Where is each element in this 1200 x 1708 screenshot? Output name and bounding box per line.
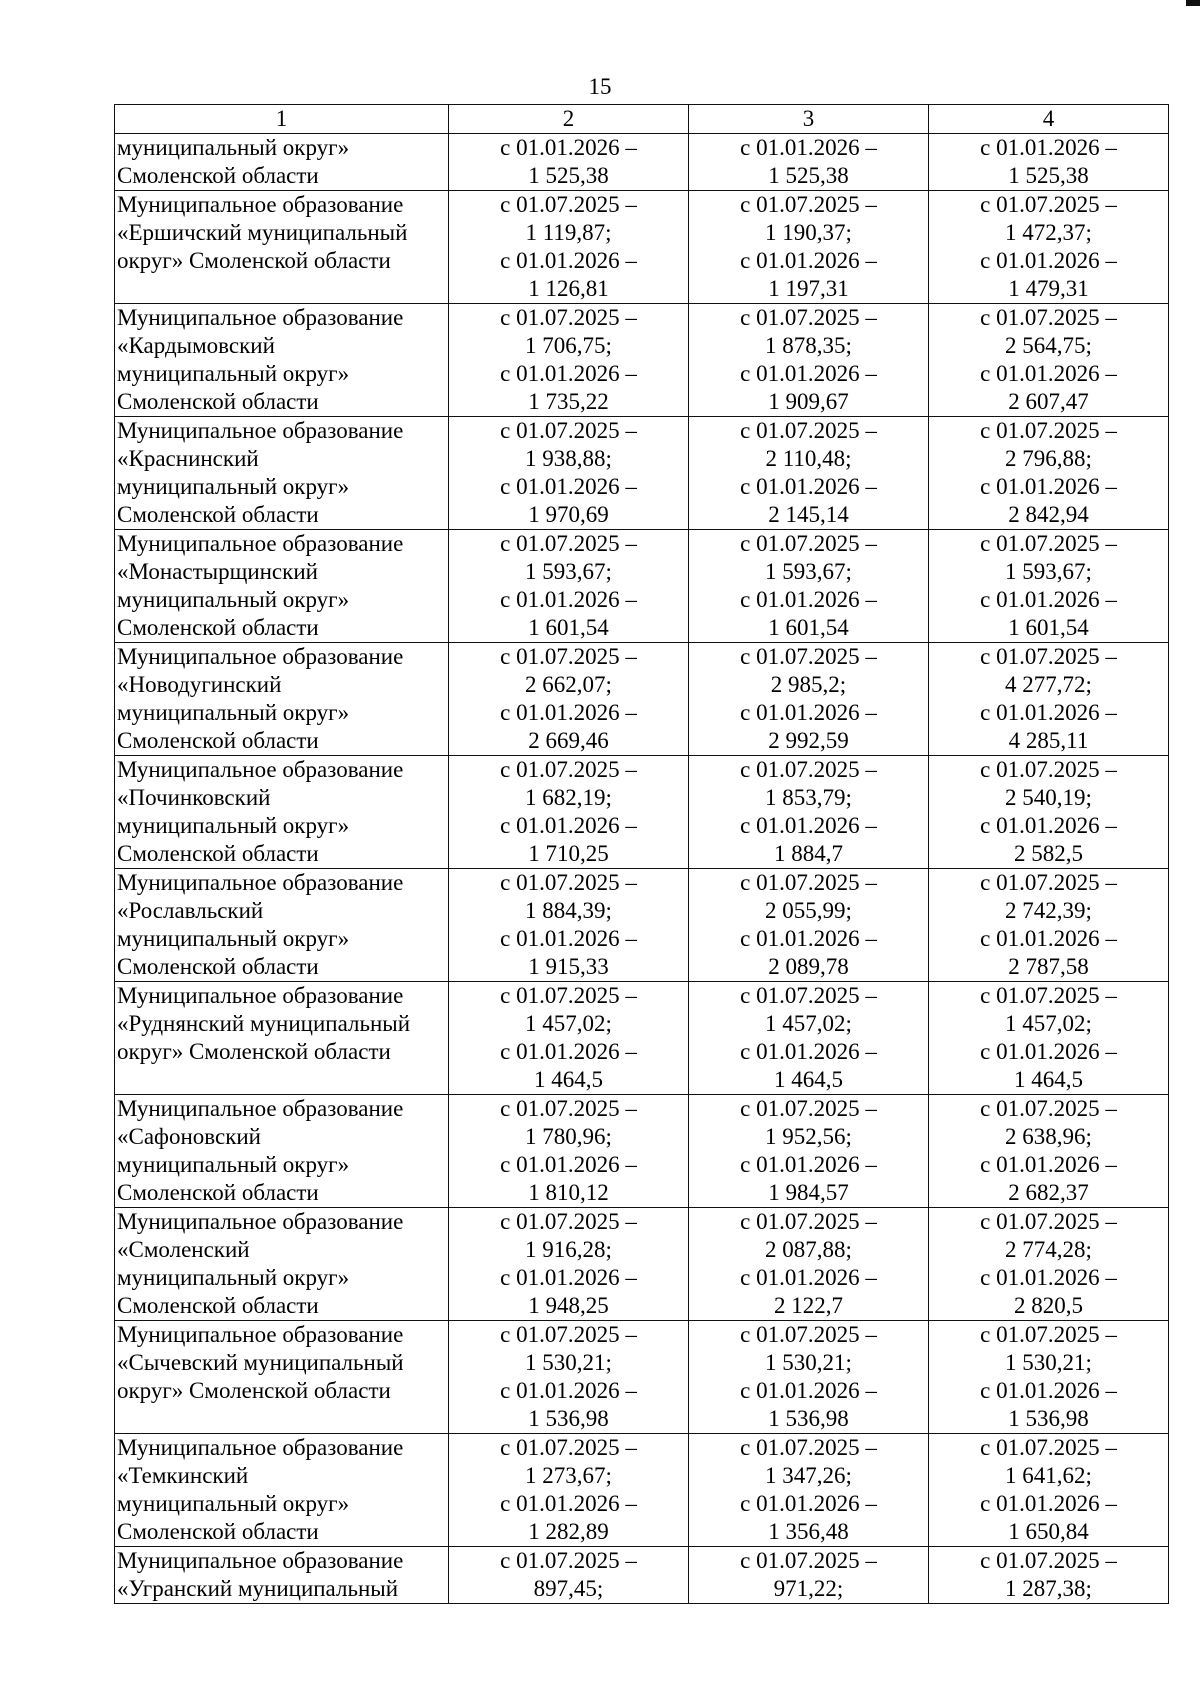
tariff-line: 1 464,5 [774, 1067, 843, 1092]
tariff-line: с 01.07.2025 – [740, 1548, 877, 1573]
tariff-line: 1 347,26; [765, 1463, 852, 1488]
tariff-line: с 01.01.2026 – [740, 700, 877, 725]
table-row [115, 756, 1169, 869]
tariff-line: 2 564,75; [1005, 333, 1092, 358]
municipality-name-line: округ» Смоленской области [117, 248, 391, 273]
tariff-cell-column-3 [689, 417, 929, 530]
tariff-line: 1 593,67; [525, 559, 612, 584]
tariff-line: с 01.01.2026 – [740, 587, 877, 612]
tariff-line: 1 593,67; [1005, 559, 1092, 584]
municipality-name-line: «Руднянский муниципальный [117, 1011, 411, 1036]
tariff-cell-column-2 [449, 1321, 689, 1434]
tariff-line: с 01.07.2025 – [500, 983, 637, 1008]
tariff-cell-column-2 [449, 643, 689, 756]
municipality-name-cell [115, 643, 449, 756]
tariff-line: 2 992,59 [768, 728, 849, 753]
tariff-line: 1 948,25 [528, 1293, 609, 1318]
municipality-name-line: муниципальный округ» [117, 813, 350, 838]
tariff-line: с 01.07.2025 – [500, 870, 637, 895]
tariff-line: 2 682,37 [1008, 1180, 1089, 1205]
tariff-line: 1 878,35; [765, 333, 852, 358]
municipality-name-line: Муниципальное образование [117, 1548, 404, 1573]
tariff-cell-column-2 [449, 869, 689, 982]
tariff-line: 1 472,37; [1005, 220, 1092, 245]
tariff-line: 1 126,81 [528, 276, 609, 301]
municipality-name-cell [115, 1095, 449, 1208]
tariff-line: с 01.01.2026 – [980, 474, 1117, 499]
tariff-line: 2 842,94 [1008, 502, 1089, 527]
table-header [115, 105, 1169, 134]
tariff-line: 2 607,47 [1008, 389, 1089, 414]
table-row [115, 1434, 1169, 1547]
tariff-cell-column-4 [929, 304, 1169, 417]
tariff-line: 1 916,28; [525, 1237, 612, 1262]
municipality-name-line: «Смоленский [117, 1237, 250, 1262]
tariff-cell-column-4 [929, 1208, 1169, 1321]
tariff-line: с 01.07.2025 – [980, 870, 1117, 895]
tariff-cell-column-2 [449, 134, 689, 191]
tariff-line: 897,45; [533, 1576, 604, 1601]
municipality-name-line: «Сафоновский [117, 1124, 261, 1149]
municipality-name-line: округ» Смоленской области [117, 1378, 391, 1403]
tariff-line: с 01.01.2026 – [980, 813, 1117, 838]
tariff-line: 2 774,28; [1005, 1237, 1092, 1262]
tariff-line: 2 669,46 [528, 728, 609, 753]
tariff-line: 2 089,78 [768, 954, 849, 979]
tariff-table [114, 104, 1169, 1604]
tariff-cell-column-4 [929, 191, 1169, 304]
tariff-line: 1 197,31 [768, 276, 849, 301]
tariff-line: 1 938,88; [525, 446, 612, 471]
tariff-line: 1 282,89 [528, 1519, 609, 1544]
tariff-line: 1 356,48 [768, 1519, 849, 1544]
tariff-line: 1 853,79; [765, 785, 852, 810]
tariff-line: 2 055,99; [765, 898, 852, 923]
municipality-name-line: округ» Смоленской области [117, 1039, 391, 1064]
tariff-line: 1 457,02; [1005, 1011, 1092, 1036]
tariff-cell-column-2 [449, 1434, 689, 1547]
municipality-name-line: муниципальный округ» [117, 1265, 350, 1290]
tariff-line: с 01.07.2025 – [980, 192, 1117, 217]
tariff-cell-column-3 [689, 1321, 929, 1434]
municipality-name-line: муниципальный округ» [117, 135, 350, 160]
tariff-line: 1 525,38 [528, 163, 609, 188]
column-header-3: 3 [689, 105, 929, 134]
municipality-name-line: Смоленской области [117, 954, 319, 979]
municipality-name-line: Муниципальное образование [117, 1096, 404, 1121]
tariff-line: 2 582,5 [1014, 841, 1083, 866]
tariff-line: с 01.01.2026 – [740, 813, 877, 838]
tariff-line: 2 087,88; [765, 1237, 852, 1262]
column-header-4: 4 [929, 105, 1169, 134]
tariff-line: с 01.07.2025 – [980, 1548, 1117, 1573]
tariff-line: с 01.07.2025 – [980, 1209, 1117, 1234]
tariff-line: 1 593,67; [765, 559, 852, 584]
tariff-line: с 01.01.2026 – [740, 135, 877, 160]
municipality-name-line: «Сычевский муниципальный [117, 1350, 404, 1375]
scan-corner-mark [1186, 0, 1200, 6]
tariff-cell-column-3 [689, 191, 929, 304]
tariff-cell-column-4 [929, 1434, 1169, 1547]
tariff-cell-column-2 [449, 1208, 689, 1321]
municipality-name-line: Муниципальное образование [117, 983, 404, 1008]
tariff-line: 2 662,07; [525, 672, 612, 697]
tariff-line: с 01.01.2026 – [500, 926, 637, 951]
tariff-line: с 01.01.2026 – [740, 1152, 877, 1177]
table-row [115, 869, 1169, 982]
tariff-line: с 01.01.2026 – [980, 587, 1117, 612]
tariff-line: 1 710,25 [528, 841, 609, 866]
tariff-line: 2 638,96; [1005, 1124, 1092, 1149]
municipality-name-line: Смоленской области [117, 1293, 319, 1318]
tariff-line: 1 457,02; [765, 1011, 852, 1036]
tariff-line: 1 650,84 [1008, 1519, 1089, 1544]
tariff-line: с 01.01.2026 – [740, 1378, 877, 1403]
municipality-name-cell [115, 1547, 449, 1604]
tariff-line: с 01.01.2026 – [740, 248, 877, 273]
municipality-name-line: Смоленской области [117, 841, 319, 866]
header-row [115, 105, 1169, 134]
tariff-line: с 01.07.2025 – [500, 305, 637, 330]
municipality-name-line: муниципальный округ» [117, 1491, 350, 1516]
tariff-line: 1 682,19; [525, 785, 612, 810]
tariff-line: 1 984,57 [768, 1180, 849, 1205]
tariff-line: с 01.01.2026 – [500, 587, 637, 612]
tariff-cell-column-4 [929, 756, 1169, 869]
tariff-cell-column-3 [689, 643, 929, 756]
tariff-cell-column-2 [449, 530, 689, 643]
tariff-line: с 01.07.2025 – [740, 418, 877, 443]
tariff-line: 4 285,11 [1008, 728, 1089, 753]
municipality-name-cell [115, 1208, 449, 1321]
table-row [115, 1321, 1169, 1434]
tariff-line: с 01.07.2025 – [980, 983, 1117, 1008]
tariff-line: с 01.01.2026 – [980, 926, 1117, 951]
tariff-line: 1 536,98 [1008, 1406, 1089, 1431]
tariff-cell-column-3 [689, 134, 929, 191]
column-header-1: 1 [115, 105, 449, 134]
tariff-cell-column-4 [929, 982, 1169, 1095]
tariff-line: с 01.07.2025 – [980, 1435, 1117, 1460]
tariff-line: 1 525,38 [1008, 163, 1089, 188]
tariff-line: 1 464,5 [534, 1067, 603, 1092]
tariff-cell-column-4 [929, 869, 1169, 982]
tariff-cell-column-4 [929, 1095, 1169, 1208]
tariff-line: 1 287,38; [1005, 1576, 1092, 1601]
municipality-name-line: Муниципальное образование [117, 1209, 404, 1234]
municipality-name-line: муниципальный округ» [117, 361, 350, 386]
tariff-cell-column-4 [929, 1547, 1169, 1604]
tariff-line: с 01.01.2026 – [500, 700, 637, 725]
tariff-line: с 01.01.2026 – [500, 1265, 637, 1290]
tariff-cell-column-4 [929, 1321, 1169, 1434]
tariff-line: 1 641,62; [1005, 1463, 1092, 1488]
tariff-cell-column-2 [449, 304, 689, 417]
tariff-cell-column-3 [689, 1547, 929, 1604]
tariff-line: 1 457,02; [525, 1011, 612, 1036]
tariff-line: 1 530,21; [765, 1350, 852, 1375]
tariff-line: с 01.01.2026 – [980, 1152, 1117, 1177]
tariff-line: с 01.07.2025 – [740, 1209, 877, 1234]
municipality-name-line: Муниципальное образование [117, 870, 404, 895]
table-row [115, 643, 1169, 756]
tariff-line: 2 110,48; [765, 446, 852, 471]
tariff-line: 1 601,54 [1008, 615, 1089, 640]
municipality-name-line: муниципальный округ» [117, 587, 350, 612]
municipality-name-line: Муниципальное образование [117, 192, 404, 217]
municipality-name-line: Муниципальное образование [117, 305, 404, 330]
tariff-line: с 01.01.2026 – [980, 1491, 1117, 1516]
tariff-line: с 01.01.2026 – [740, 1039, 877, 1064]
tariff-line: с 01.01.2026 – [980, 248, 1117, 273]
municipality-name-line: Смоленской области [117, 1180, 319, 1205]
tariff-line: 971,22; [773, 1576, 844, 1601]
municipality-name-line: «Темкинский [117, 1463, 249, 1488]
municipality-name-line: Смоленской области [117, 389, 319, 414]
tariff-cell-column-4 [929, 530, 1169, 643]
tariff-line: с 01.07.2025 – [740, 1322, 877, 1347]
tariff-cell-column-2 [449, 982, 689, 1095]
tariff-line: с 01.01.2026 – [500, 474, 637, 499]
municipality-name-line: Смоленской области [117, 728, 319, 753]
table-row [115, 1095, 1169, 1208]
tariff-line: с 01.01.2026 – [740, 1491, 877, 1516]
tariff-line: с 01.07.2025 – [980, 644, 1117, 669]
tariff-cell-column-3 [689, 756, 929, 869]
tariff-line: с 01.07.2025 – [500, 531, 637, 556]
municipality-name-line: муниципальный округ» [117, 1152, 350, 1177]
tariff-line: с 01.07.2025 – [500, 757, 637, 782]
municipality-name-line: «Угранский муниципальный [117, 1576, 399, 1601]
tariff-line: 2 787,58 [1008, 954, 1089, 979]
table-row [115, 191, 1169, 304]
tariff-line: с 01.01.2026 – [980, 1378, 1117, 1403]
tariff-cell-column-4 [929, 417, 1169, 530]
tariff-cell-column-3 [689, 1434, 929, 1547]
tariff-line: 2 145,14 [768, 502, 849, 527]
tariff-cell-column-4 [929, 643, 1169, 756]
municipality-name-cell [115, 982, 449, 1095]
tariff-line: с 01.07.2025 – [500, 1209, 637, 1234]
tariff-line: 1 190,37; [765, 220, 852, 245]
tariff-line: с 01.01.2026 – [980, 700, 1117, 725]
table-row [115, 1208, 1169, 1321]
tariff-line: с 01.07.2025 – [980, 757, 1117, 782]
tariff-line: с 01.07.2025 – [740, 870, 877, 895]
municipality-name-cell [115, 304, 449, 417]
tariff-cell-column-3 [689, 530, 929, 643]
table-row [115, 304, 1169, 417]
municipality-name-line: Смоленской области [117, 615, 319, 640]
tariff-cell-column-3 [689, 869, 929, 982]
tariff-line: 1 536,98 [768, 1406, 849, 1431]
municipality-name-line: «Монастырщинский [117, 559, 318, 584]
tariff-cell-column-3 [689, 982, 929, 1095]
tariff-line: с 01.01.2026 – [740, 474, 877, 499]
table-row [115, 1547, 1169, 1604]
table-row [115, 134, 1169, 191]
tariff-cell-column-2 [449, 1095, 689, 1208]
tariff-line: 2 122,7 [774, 1293, 843, 1318]
tariff-line: с 01.01.2026 – [500, 1491, 637, 1516]
tariff-line: с 01.01.2026 – [500, 1152, 637, 1177]
table-row [115, 417, 1169, 530]
tariff-line: с 01.01.2026 – [980, 1265, 1117, 1290]
tariff-line: с 01.07.2025 – [500, 1435, 637, 1460]
tariff-line: с 01.01.2026 – [500, 248, 637, 273]
tariff-line: с 01.07.2025 – [500, 1548, 637, 1573]
tariff-line: 1 780,96; [525, 1124, 612, 1149]
municipality-name-cell [115, 530, 449, 643]
tariff-line: 2 820,5 [1014, 1293, 1083, 1318]
municipality-name-line: Муниципальное образование [117, 418, 404, 443]
tariff-line: с 01.01.2026 – [500, 813, 637, 838]
table-row [115, 530, 1169, 643]
municipality-name-cell [115, 1321, 449, 1434]
tariff-line: с 01.07.2025 – [980, 531, 1117, 556]
municipality-name-line: Смоленской области [117, 502, 319, 527]
municipality-name-line: «Краснинский [117, 446, 259, 471]
tariff-line: с 01.01.2026 – [740, 926, 877, 951]
tariff-line: 1 601,54 [528, 615, 609, 640]
tariff-line: с 01.01.2026 – [740, 361, 877, 386]
tariff-line: 1 915,33 [528, 954, 609, 979]
tariff-cell-column-3 [689, 1095, 929, 1208]
tariff-line: с 01.07.2025 – [500, 418, 637, 443]
municipality-name-line: Муниципальное образование [117, 531, 404, 556]
municipality-name-line: Муниципальное образование [117, 1322, 404, 1347]
tariff-line: с 01.07.2025 – [740, 983, 877, 1008]
tariff-line: с 01.07.2025 – [500, 1322, 637, 1347]
municipality-name-line: «Ершичский муниципальный [117, 220, 408, 245]
tariff-line: 1 706,75; [525, 333, 612, 358]
tariff-line: с 01.07.2025 – [740, 757, 877, 782]
tariff-line: 2 742,39; [1005, 898, 1092, 923]
tariff-cell-column-4 [929, 134, 1169, 191]
tariff-line: 2 796,88; [1005, 446, 1092, 471]
tariff-line: с 01.07.2025 – [980, 305, 1117, 330]
tariff-line: 1 119,87; [525, 220, 612, 245]
municipality-name-cell [115, 756, 449, 869]
tariff-line: с 01.07.2025 – [500, 644, 637, 669]
tariff-cell-column-2 [449, 191, 689, 304]
tariff-line: с 01.01.2026 – [980, 135, 1117, 160]
municipality-name-line: Смоленской области [117, 1519, 319, 1544]
tariff-line: 1 970,69 [528, 502, 609, 527]
tariff-line: 2 540,19; [1005, 785, 1092, 810]
tariff-line: с 01.01.2026 – [500, 361, 637, 386]
tariff-line: с 01.01.2026 – [500, 1378, 637, 1403]
municipality-name-cell [115, 1434, 449, 1547]
tariff-line: 1 530,21; [525, 1350, 612, 1375]
tariff-line: 1 479,31 [1008, 276, 1089, 301]
municipality-name-line: муниципальный округ» [117, 700, 350, 725]
tariff-line: 1 884,39; [525, 898, 612, 923]
tariff-line: с 01.07.2025 – [740, 192, 877, 217]
municipality-name-line: «Кардымовский [117, 333, 275, 358]
tariff-line: с 01.07.2025 – [740, 1096, 877, 1121]
tariff-line: 1 525,38 [768, 163, 849, 188]
tariff-line: с 01.07.2025 – [740, 1435, 877, 1460]
tariff-line: 1 601,54 [768, 615, 849, 640]
municipality-name-line: муниципальный округ» [117, 474, 350, 499]
municipality-name-line: муниципальный округ» [117, 926, 350, 951]
tariff-line: 2 985,2; [770, 672, 847, 697]
tariff-line: с 01.01.2026 – [500, 1039, 637, 1064]
tariff-line: 1 735,22 [528, 389, 609, 414]
tariff-cell-column-3 [689, 304, 929, 417]
tariff-line: с 01.07.2025 – [980, 418, 1117, 443]
tariff-cell-column-2 [449, 417, 689, 530]
tariff-line: с 01.07.2025 – [500, 1096, 637, 1121]
tariff-line: 1 909,67 [768, 389, 849, 414]
tariff-line: 1 273,67; [525, 1463, 612, 1488]
tariff-line: с 01.07.2025 – [740, 305, 877, 330]
municipality-name-cell [115, 869, 449, 982]
tariff-line: 1 530,21; [1005, 1350, 1092, 1375]
municipality-name-line: Смоленской области [117, 163, 319, 188]
tariff-line: с 01.01.2026 – [980, 1039, 1117, 1064]
tariff-line: с 01.07.2025 – [980, 1096, 1117, 1121]
column-header-2: 2 [449, 105, 689, 134]
tariff-line: 1 952,56; [765, 1124, 852, 1149]
municipality-name-line: «Починковский [117, 785, 271, 810]
tariff-cell-column-2 [449, 756, 689, 869]
municipality-name-cell [115, 417, 449, 530]
municipality-name-line: Муниципальное образование [117, 644, 404, 669]
tariff-cell-column-2 [449, 1547, 689, 1604]
tariff-line: с 01.07.2025 – [740, 644, 877, 669]
tariff-line: 1 536,98 [528, 1406, 609, 1431]
tariff-line: с 01.01.2026 – [500, 135, 637, 160]
municipality-name-cell [115, 134, 449, 191]
tariff-cell-column-3 [689, 1208, 929, 1321]
page-number: 15 [588, 74, 612, 99]
tariff-line: с 01.07.2025 – [980, 1322, 1117, 1347]
tariff-line: с 01.07.2025 – [500, 192, 637, 217]
tariff-line: 1 884,7 [774, 841, 843, 866]
municipality-name-cell [115, 191, 449, 304]
municipality-name-line: Муниципальное образование [117, 757, 404, 782]
tariff-line: 1 810,12 [528, 1180, 609, 1205]
tariff-line: с 01.01.2026 – [740, 1265, 877, 1290]
table-body [115, 134, 1169, 1604]
municipality-name-line: «Рославльский [117, 898, 264, 923]
tariff-line: 1 464,5 [1014, 1067, 1083, 1092]
tariff-line: с 01.07.2025 – [740, 531, 877, 556]
tariff-line: 4 277,72; [1005, 672, 1092, 697]
municipality-name-line: Муниципальное образование [117, 1435, 404, 1460]
municipality-name-line: «Новодугинский [117, 672, 282, 697]
tariff-line: с 01.01.2026 – [980, 361, 1117, 386]
table-row [115, 982, 1169, 1095]
